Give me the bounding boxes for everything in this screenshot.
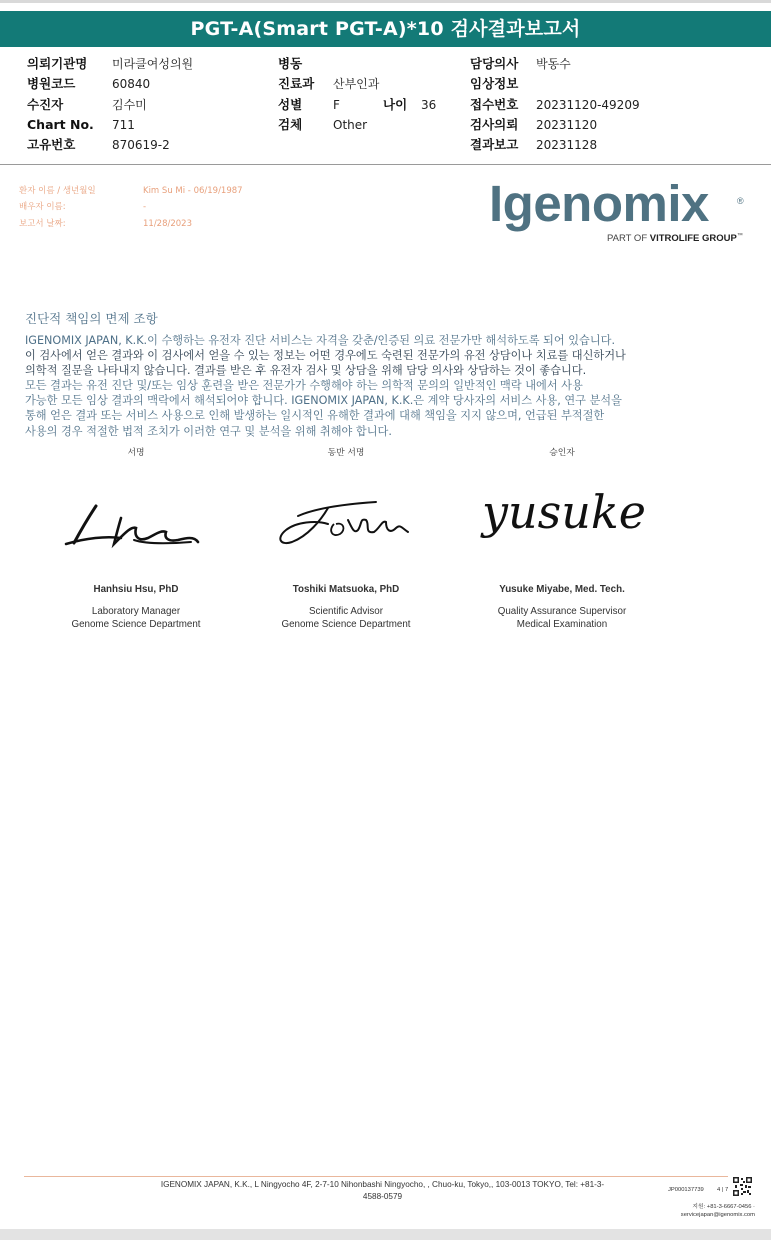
info-column-3 bbox=[470, 54, 640, 155]
signer-department: Genome Science Department bbox=[281, 619, 411, 631]
signature-image-matsuoka bbox=[236, 458, 456, 568]
signature-image-hsu bbox=[26, 458, 246, 568]
signature-handwriting: yusuke bbox=[482, 485, 646, 539]
info-column-2 bbox=[278, 54, 436, 135]
info-row bbox=[278, 74, 436, 94]
info-row bbox=[27, 74, 193, 94]
footer-phone: 지원: +81-3-6667-0456 · bbox=[692, 1204, 755, 1210]
signer-role: Scientific Advisor bbox=[308, 606, 384, 617]
partner-label: 배우자 이름: bbox=[19, 202, 66, 213]
info-key: 고유번호 bbox=[27, 137, 76, 153]
signature-label: 동반 서명 bbox=[327, 448, 365, 458]
info-value: 60840 bbox=[112, 77, 151, 92]
logo-tagline-prefix: PART OF bbox=[607, 233, 648, 245]
report-date-value: 11/28/2023 bbox=[143, 218, 192, 229]
footer-address-line: 4588-0579 bbox=[362, 1192, 403, 1201]
signature-label: 승인자 bbox=[549, 448, 575, 458]
info-value: 미라클여성의원 bbox=[112, 57, 194, 71]
info-key: 검체 bbox=[278, 116, 303, 132]
top-border bbox=[0, 0, 771, 3]
info-key: 진료과 bbox=[278, 76, 315, 92]
info-row bbox=[27, 135, 193, 155]
footer-email[interactable]: servicejapan@igenomix.com bbox=[680, 1211, 755, 1218]
footer-address-line: IGENOMIX JAPAN, K.K., L Ningyocho 4F, 2-7-10 Nihonbashi Ningyocho, , Chuo-ku, Tokyo,, 103-0013 TOKYO, Tel: +81-3- bbox=[160, 1180, 605, 1189]
signature-image-miyabe bbox=[452, 458, 672, 568]
info-key: Chart No. bbox=[27, 116, 94, 132]
info-value: 20231120-49209 bbox=[536, 97, 640, 112]
info-row bbox=[470, 115, 640, 135]
signature-block-3 bbox=[452, 445, 672, 632]
info-value: 박동수 bbox=[536, 57, 571, 71]
disclaimer-line: 이 검사에서 얻은 결과와 이 검사에서 얻을 수 있는 정보는 어떤 경우에도 숙련된 전문가의 유전 상담이나 치료를 대신하거나 bbox=[25, 349, 626, 363]
info-key: 검사의뢰 bbox=[470, 116, 519, 132]
document-code: JP000137739 bbox=[668, 1187, 704, 1193]
footer-address bbox=[130, 1179, 635, 1203]
info-row bbox=[470, 95, 640, 115]
patient-name-value: Kim Su Mi - 06/19/1987 bbox=[143, 186, 243, 196]
signer-name: Hanhsiu Hsu, PhD bbox=[93, 584, 179, 595]
footer-contact bbox=[672, 1204, 755, 1219]
disclaimer-line: IGENOMIX JAPAN, K.K.이 수행하는 유전자 진단 서비스는 자격을 갖춘/인증된 의료 전문가만 해석하도록 되어 있습니다. bbox=[25, 334, 616, 347]
signer-department: Genome Science Department bbox=[71, 619, 201, 631]
logo-wordmark: Igenomix bbox=[489, 175, 709, 232]
patient-labels bbox=[19, 183, 96, 232]
patient-name-label: 환자 이름 / 생년월일 bbox=[19, 186, 96, 196]
info-row bbox=[278, 115, 436, 135]
report-date-label: 보고서 날짜: bbox=[19, 218, 66, 229]
info-value: 20231128 bbox=[536, 138, 598, 153]
info-value: 870619-2 bbox=[112, 138, 170, 153]
info-value: 김수미 bbox=[112, 97, 147, 112]
info-row bbox=[27, 54, 193, 74]
info-key: 의뢰기관명 bbox=[27, 56, 88, 71]
info-row bbox=[278, 54, 436, 74]
info-value: F bbox=[333, 97, 340, 112]
info-key: 수진자 bbox=[27, 96, 64, 112]
disclaimer-heading: 진단적 책임의 면제 조항 bbox=[25, 311, 158, 326]
info-key: 담당의사 bbox=[470, 56, 519, 71]
partner-value: - bbox=[143, 202, 147, 213]
info-row bbox=[470, 54, 640, 74]
report-title: PGT-A(Smart PGT-A)*10 검사결과보고서 bbox=[0, 11, 771, 47]
logo-tagline-tm: ™ bbox=[736, 233, 743, 239]
info-key: 임상정보 bbox=[470, 76, 519, 92]
info-value: 711 bbox=[112, 117, 135, 132]
info-row bbox=[470, 135, 640, 155]
disclaimer-line: 가능한 모든 임상 결과의 맥락에서 해석되어야 합니다. IGENOMIX JAPAN, K.K.은 계약 당사자의 서비스 사용, 연구 분석을 bbox=[25, 394, 622, 408]
logo-tagline-brand: VITROLIFE GROUP bbox=[649, 233, 737, 245]
info-row bbox=[27, 95, 193, 115]
info-row bbox=[278, 95, 436, 115]
header-divider bbox=[0, 164, 771, 165]
signer-role: Quality Assurance Supervisor bbox=[497, 606, 627, 617]
signer-name: Toshiki Matsuoka, PhD bbox=[292, 584, 400, 595]
info-value: 산부인과 bbox=[333, 77, 380, 92]
qr-code-icon bbox=[733, 1177, 752, 1196]
disclaimer-line: 통해 얻은 결과 또는 서비스 사용으로 인해 발생하는 일시적인 유해한 결과에 대해 책임을 지지 않으며, 언급된 부적절한 bbox=[25, 409, 605, 423]
info-row bbox=[27, 115, 193, 135]
disclaimer-body bbox=[25, 333, 750, 439]
info-value: 36 bbox=[421, 97, 437, 112]
info-column-1 bbox=[27, 54, 193, 155]
info-key: 접수번호 bbox=[470, 96, 519, 112]
footer-divider bbox=[24, 1176, 728, 1177]
info-key: 나이 bbox=[383, 96, 408, 112]
disclaimer-line: 사용의 경우 적절한 법적 조치가 이러한 연구 및 분석을 위해 취해야 합니다. bbox=[25, 424, 392, 438]
info-value: 20231120 bbox=[536, 117, 598, 132]
info-key: 결과보고 bbox=[470, 137, 519, 153]
signature-block-2 bbox=[236, 445, 456, 632]
logo-tagline bbox=[607, 233, 743, 244]
info-key: 성별 bbox=[278, 96, 303, 112]
patient-values bbox=[143, 183, 243, 232]
info-row bbox=[470, 74, 640, 94]
signer-role: Laboratory Manager bbox=[91, 606, 181, 617]
disclaimer-line: 모든 결과는 유전 진단 및/또는 임상 훈련을 받은 전문가가 수행해야 하는 의학적 문의의 일반적인 맥락 내에서 사용 bbox=[25, 379, 583, 393]
signer-department: Medical Examination bbox=[516, 619, 608, 631]
info-key: 병원코드 bbox=[27, 76, 76, 92]
bottom-band bbox=[0, 1229, 771, 1240]
signature-block-1 bbox=[26, 445, 246, 632]
disclaimer-line: 의학적 질문을 나타내지 않습니다. 결과를 받은 후 유전자 검사 및 상담을 위해 담당 의사와 상담하는 것이 좋습니다. bbox=[25, 364, 587, 378]
signature-label: 서명 bbox=[127, 448, 145, 458]
page-number: 4 | 7 bbox=[717, 1187, 729, 1193]
info-key: 병동 bbox=[278, 56, 303, 71]
info-value: Other bbox=[333, 117, 368, 132]
signer-name: Yusuke Miyabe, Med. Tech. bbox=[499, 584, 625, 595]
igenomix-logo bbox=[489, 175, 751, 246]
logo-registered-mark: ® bbox=[737, 196, 744, 206]
